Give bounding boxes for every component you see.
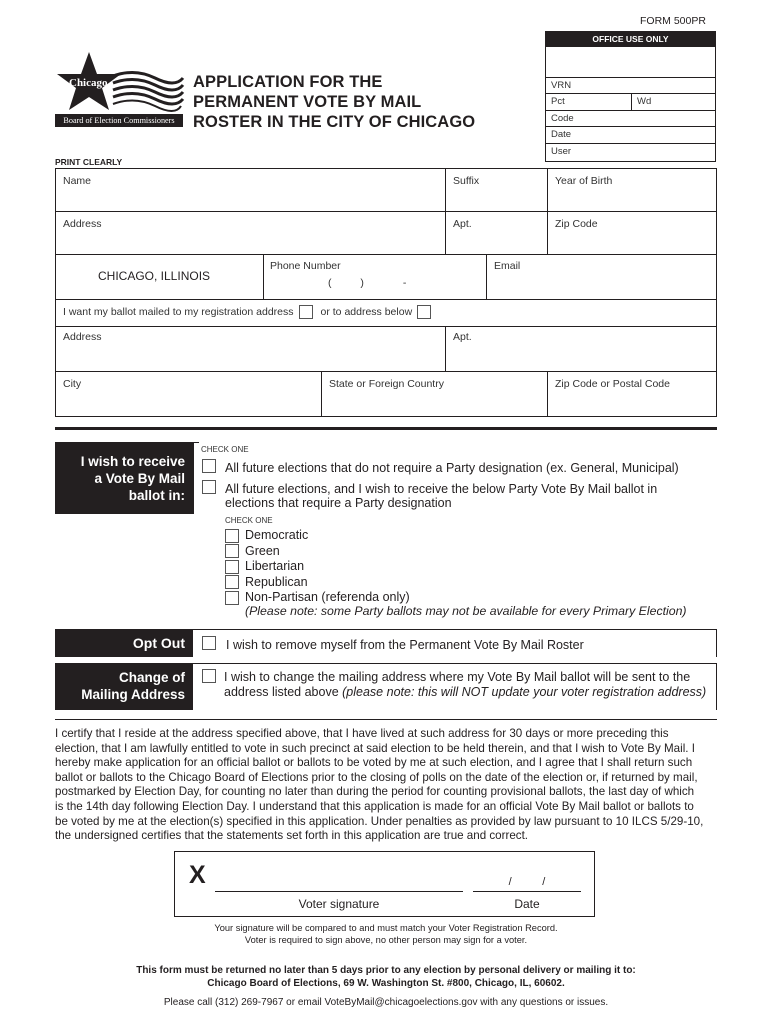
option-party-text <box>225 482 657 510</box>
signature-note-line-2: Voter is required to sign above, no other person may sign for a voter. <box>244 935 528 945</box>
mail-apt-label: Apt. <box>453 331 472 343</box>
suffix-field[interactable] <box>445 168 547 211</box>
office-pct: Pct <box>546 94 632 110</box>
change-address-checkbox[interactable] <box>202 669 216 683</box>
party-note: (Please note: some Party ballots may not be available for every Primary Election) <box>245 604 687 618</box>
party-green-checkbox[interactable] <box>225 544 239 558</box>
office-date: Date <box>546 127 715 144</box>
party-option[interactable] <box>225 528 410 544</box>
form-title <box>193 72 475 132</box>
mail-to-below-checkbox[interactable] <box>417 305 431 319</box>
party-democratic-checkbox[interactable] <box>225 529 239 543</box>
cert-line: hereby make application for an official ballot or ballots to be voted by me at such election, and I agree that I shall return such <box>55 756 693 770</box>
date-label: Date <box>514 897 540 911</box>
party-check-one-label: CHECK ONE <box>225 516 273 525</box>
option-non-party-text: All future elections that do not require a Party designation (ex. General, Municipal) <box>225 461 679 475</box>
cert-line: be voted by me at the election(s) specified in this application. Under penalties as provided by law pursuant to 10 ILCS 5/29-10, <box>55 814 704 828</box>
opt-out-text: I wish to remove myself from the Permanent Vote By Mail Roster <box>226 638 584 652</box>
party-option[interactable] <box>225 575 410 591</box>
party-republican-label: Republican <box>245 574 308 589</box>
or-below-label: or to address below <box>320 306 413 318</box>
signature-x-mark: X <box>189 861 206 889</box>
party-libertarian-label: Libertarian <box>245 559 305 573</box>
receive-bar-line-2: a Vote By Mail <box>94 471 185 486</box>
chicago-logo <box>55 50 185 132</box>
cert-line: ballot or ballots to the Chicago Board of Elections prior to the closing of polls on the date of the election or, if returned by mail, <box>55 770 698 784</box>
office-use-box <box>545 31 716 162</box>
change-address-note: (please note: this will NOT update your voter registration address) <box>342 685 707 699</box>
party-green-label: Green <box>245 543 280 558</box>
apt-field[interactable] <box>445 211 547 254</box>
office-use-header: OFFICE USE ONLY <box>546 32 715 47</box>
cert-line: I certify that I reside at the address specified above, that I have lived at such address for 30 days or more preceding this <box>55 727 669 740</box>
cert-line: postmarked by Election Day, for counting no later than during the period for counting provisional ballots, the last day of which <box>55 785 695 799</box>
office-vrn: VRN <box>546 78 715 94</box>
opt-out-checkbox[interactable] <box>202 636 216 650</box>
mail-address-label: Address <box>63 331 102 343</box>
receive-bar-line-1: I wish to receive <box>80 454 185 469</box>
party-democratic-label: Democratic <box>245 528 309 542</box>
phone-mask-open: ( <box>328 277 332 289</box>
option-non-party-checkbox[interactable] <box>202 459 216 473</box>
change-address-line-1: I wish to change the mailing address where my Vote By Mail ballot will be sent to the <box>224 670 691 684</box>
applicant-field-grid <box>55 168 717 417</box>
print-clearly-label: PRINT CLEARLY <box>55 157 123 167</box>
party-non-partisan-checkbox[interactable] <box>225 591 239 605</box>
change-divider <box>55 719 717 720</box>
signature-line[interactable] <box>215 891 463 892</box>
party-option[interactable] <box>225 559 410 575</box>
title-line-3: ROSTER IN THE CITY OF CHICAGO <box>193 113 476 131</box>
receive-bar-line-3: ballot in: <box>128 488 185 503</box>
phone-mask-close: ) <box>360 277 364 289</box>
signature-note-line-1: Your signature will be compared to and must match your Voter Registration Record. <box>214 923 558 933</box>
cert-line: is the 14th day following Election Day. I understand that this application is made for an official Vote By Mail ballot or ballots to <box>55 799 694 813</box>
mail-city-label: City <box>63 378 82 390</box>
email-field[interactable] <box>486 254 717 299</box>
footer-line-1: This form must be returned no later than 5 days prior to any election by personal delivery or mailing it to: <box>136 965 636 976</box>
mail-zip-label: Zip Code or Postal Code <box>555 378 670 390</box>
address-label: Address <box>63 218 102 230</box>
change-address-bar <box>55 663 193 710</box>
logo-subtitle: Board of Election Commissioners <box>63 116 175 125</box>
zip-code-label: Zip Code <box>555 218 598 230</box>
office-code: Code <box>546 111 715 127</box>
receive-top-rule <box>193 442 199 443</box>
mail-apt-field[interactable] <box>445 326 717 371</box>
change-bar-line-1: Change of <box>119 670 185 685</box>
cert-line: election, that I am lawfully entitled to vote in such precinct at said election to be held therein, and that I wish to Vote By Mail. I <box>55 741 695 755</box>
logo-name: Chicago <box>69 77 108 89</box>
mail-city-field[interactable] <box>55 371 321 417</box>
name-field[interactable] <box>55 168 445 211</box>
phone-label: Phone Number <box>270 260 341 272</box>
change-bar-line-2: Mailing Address <box>81 687 185 702</box>
option-party-checkbox[interactable] <box>202 480 216 494</box>
footer <box>55 965 717 1010</box>
year-of-birth-field[interactable] <box>547 168 717 211</box>
receive-section-rule <box>193 442 194 514</box>
change-address-line-2: address listed above <box>224 685 339 699</box>
title-line-2: PERMANENT VOTE BY MAIL <box>193 93 422 111</box>
certification-paragraph <box>55 727 720 844</box>
city-state-text: CHICAGO, ILLINOIS <box>98 269 211 283</box>
footer-line-2: Chicago Board of Elections, 69 W. Washington St. #800, Chicago, IL, 60602. <box>207 977 565 989</box>
option-party-line-2: elections that require a Party designation <box>225 496 452 510</box>
mail-address-field[interactable] <box>55 326 445 371</box>
date-slashes: / / <box>508 876 546 888</box>
check-one-label: CHECK ONE <box>201 445 249 454</box>
mail-state-field[interactable] <box>321 371 547 417</box>
option-party-line-1: All future elections, and I wish to receive the below Party Vote By Mail ballot in <box>225 482 658 496</box>
mail-to-registration-label: I want my ballot mailed to my registration address <box>63 306 294 318</box>
name-label: Name <box>63 175 92 187</box>
suffix-label: Suffix <box>453 175 480 187</box>
mail-state-label: State or Foreign Country <box>329 378 444 390</box>
party-non-partisan-label: Non-Partisan (referenda only) <box>245 590 410 604</box>
party-libertarian-checkbox[interactable] <box>225 560 239 574</box>
form-number: FORM 500PR <box>640 15 706 27</box>
section-divider <box>55 427 717 430</box>
change-address-text <box>224 670 706 700</box>
city-state-cell <box>55 254 263 299</box>
phone-field[interactable] <box>263 254 486 299</box>
date-line[interactable] <box>473 891 581 892</box>
receive-section-bar <box>55 442 193 514</box>
zip-code-field[interactable] <box>547 211 717 254</box>
office-wd: Wd <box>637 96 652 107</box>
apt-label: Apt. <box>453 218 472 230</box>
party-option[interactable] <box>225 544 410 560</box>
office-user: User <box>551 146 572 157</box>
title-line-1: APPLICATION FOR THE <box>193 73 383 91</box>
mail-preference-row <box>55 299 717 326</box>
year-of-birth-label: Year of Birth <box>555 175 613 187</box>
signature-box <box>174 851 595 917</box>
address-field[interactable] <box>55 211 445 254</box>
phone-mask-dash: - <box>402 277 407 289</box>
footer-line-3: Please call (312) 269-7967 or email VoteByMail@chicagoelections.gov with any questions or issues. <box>163 997 609 1008</box>
cert-line: the undersigned certifies that the statements set forth in this application are true and correct. <box>55 829 529 843</box>
party-republican-checkbox[interactable] <box>225 575 239 589</box>
mail-to-registration-checkbox[interactable] <box>299 305 313 319</box>
party-list <box>225 528 410 606</box>
signature-label: Voter signature <box>298 897 380 911</box>
email-label: Email <box>494 260 521 272</box>
opt-out-bar: Opt Out <box>55 629 193 657</box>
signature-note <box>55 922 717 946</box>
mail-zip-field[interactable] <box>547 371 717 417</box>
